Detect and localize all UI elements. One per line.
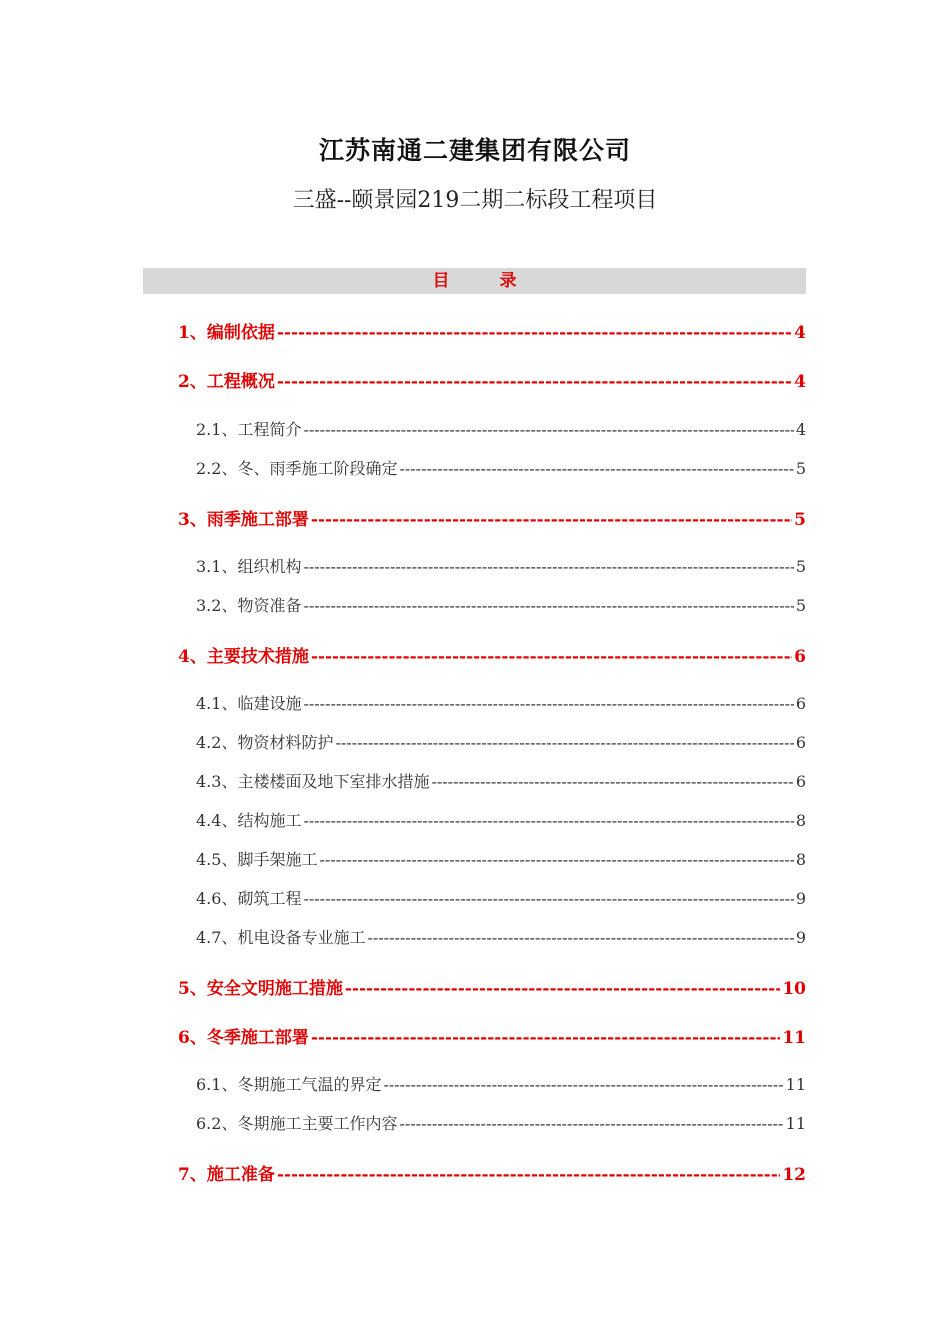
toc-entry-page: 5 (795, 557, 806, 576)
toc-leader (383, 1075, 783, 1094)
toc-entry-label: 4.3、主楼楼面及地下室排水措施 (196, 772, 430, 791)
toc-entry-page: 11 (782, 1028, 806, 1048)
toc-subentry[interactable] (196, 456, 806, 479)
toc-entry-page: 11 (785, 1075, 806, 1094)
toc-entry-label: 6.1、冬期施工气温的界定 (196, 1075, 382, 1094)
toc-leader (345, 979, 780, 999)
toc-entry-page: 5 (795, 459, 806, 478)
toc-leader (277, 323, 792, 343)
toc-entry-page: 6 (795, 694, 806, 713)
toc-entry-page: 5 (795, 596, 806, 615)
toc-entry-page: 9 (795, 889, 806, 908)
toc-leader (303, 420, 793, 439)
toc-entry[interactable] (178, 1023, 806, 1048)
toc-leader (303, 596, 793, 615)
toc-leader (303, 811, 793, 830)
toc-entry-label: 3、雨季施工部署 (178, 510, 309, 530)
toc-entry-label: 2.2、冬、雨季施工阶段确定 (196, 459, 398, 478)
toc-entry[interactable] (178, 974, 806, 999)
toc-entry-label: 3.1、组织机构 (196, 557, 302, 576)
toc-entry[interactable] (178, 367, 806, 392)
toc-entry-page: 12 (782, 1165, 806, 1185)
toc-subentry[interactable] (196, 808, 806, 831)
toc-entry-page: 11 (785, 1114, 806, 1133)
toc-entry-label: 5、安全文明施工措施 (178, 979, 343, 999)
toc-entry-page: 5 (794, 510, 806, 530)
toc-subentry[interactable] (196, 691, 806, 714)
toc-entry-label: 7、施工准备 (178, 1165, 275, 1185)
toc-leader (303, 889, 793, 908)
project-title: 三盛--颐景园219二期二标段工程项目 (292, 188, 658, 213)
toc-entry[interactable] (178, 642, 806, 667)
toc-leader (277, 372, 792, 392)
toc-leader (335, 733, 793, 752)
toc-leader (431, 772, 793, 791)
toc-entry-label: 4.6、砌筑工程 (196, 889, 302, 908)
toc-entry-page: 10 (782, 979, 806, 999)
toc-entry-page: 4 (794, 372, 806, 392)
toc-entry-label: 6.2、冬期施工主要工作内容 (196, 1114, 398, 1133)
toc-entry-label: 1、编制依据 (178, 323, 275, 343)
toc-entry-page: 6 (795, 733, 806, 752)
toc-entry[interactable] (178, 505, 806, 530)
toc-leader (303, 557, 793, 576)
toc-entry[interactable] (178, 1160, 806, 1185)
toc-subentry[interactable] (196, 417, 806, 440)
toc-entry-page: 9 (795, 928, 806, 947)
toc-entry-label: 2.1、工程简介 (196, 420, 302, 439)
toc-entry-page: 4 (794, 323, 806, 343)
toc-entry-label: 6、冬季施工部署 (178, 1028, 309, 1048)
toc-subentry[interactable] (196, 769, 806, 792)
toc-entry-label: 4.1、临建设施 (196, 694, 302, 713)
toc-entry-label: 4.4、结构施工 (196, 811, 302, 830)
toc-leader (303, 694, 793, 713)
toc-subentry[interactable] (196, 554, 806, 577)
toc-entry-label: 2、工程概况 (178, 372, 275, 392)
toc-subentry[interactable] (196, 847, 806, 870)
toc-entry-page: 6 (794, 647, 806, 667)
toc-subentry[interactable] (196, 925, 806, 948)
toc-entry[interactable] (178, 318, 806, 343)
toc-leader (311, 647, 792, 667)
toc-subentry[interactable] (196, 593, 806, 616)
company-name: 江苏南通二建集团有限公司 (318, 136, 631, 165)
toc-entry-label: 4.2、物资材料防护 (196, 733, 334, 752)
toc-leader (399, 1114, 783, 1133)
toc-entry-label: 4.5、脚手架施工 (196, 850, 318, 869)
toc-entry-page: 8 (795, 811, 806, 830)
toc-leader (319, 850, 793, 869)
toc-entry-page: 8 (795, 850, 806, 869)
toc-subentry[interactable] (196, 1072, 806, 1095)
toc-subentry[interactable] (196, 730, 806, 753)
toc-leader (311, 510, 792, 530)
toc-entry-page: 4 (795, 420, 806, 439)
toc-entry-label: 4、主要技术措施 (178, 647, 309, 667)
toc-subentry[interactable] (196, 886, 806, 909)
toc-subentry[interactable] (196, 1111, 806, 1134)
toc-title: 目 录 (143, 268, 806, 294)
toc-leader (367, 928, 793, 947)
toc-leader (399, 459, 793, 478)
toc-entry-label: 3.2、物资准备 (196, 596, 302, 615)
toc-entry-label: 4.7、机电设备专业施工 (196, 928, 366, 947)
toc-leader (277, 1165, 780, 1185)
toc-entry-page: 6 (795, 772, 806, 791)
toc-leader (311, 1028, 780, 1048)
